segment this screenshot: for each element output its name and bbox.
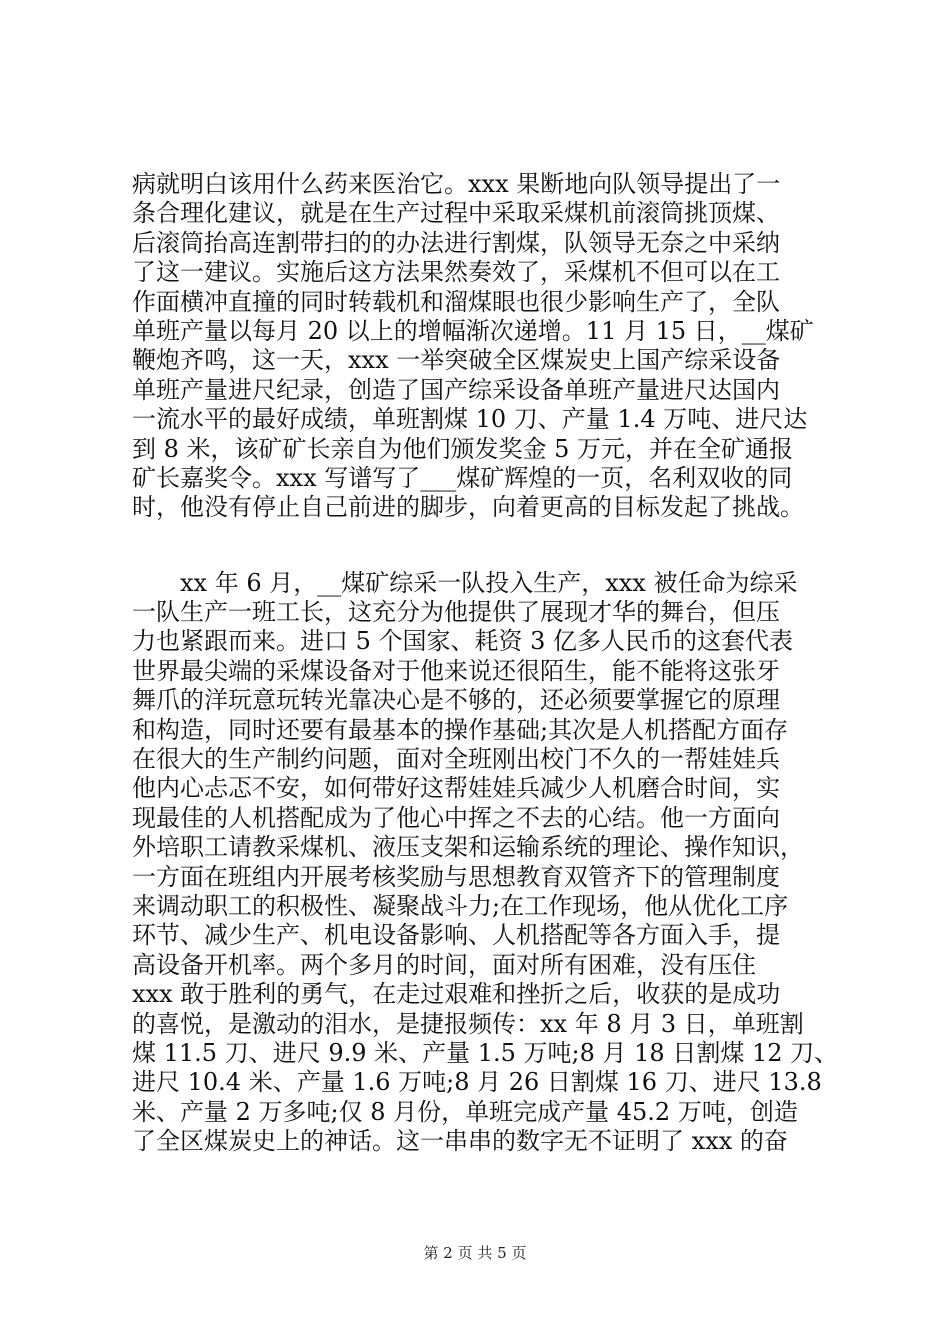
text-line: 了这一建议。实施后这方法果然奏效了，采煤机不但可以在工 — [132, 258, 780, 287]
paragraph-2 — [132, 569, 852, 1157]
paragraph-gap — [132, 523, 852, 569]
text-line: 矿长嘉奖令。xxx 写谱写了___煤矿辉煌的一页，名利双收的同 — [132, 463, 793, 492]
text-line: 世界最尖端的采煤设备对于他来说还很陌生，能不能将这张牙 — [132, 656, 780, 685]
text-line: 高设备开机率。两个多月的时间，面对所有困难，没有压住 — [132, 950, 756, 979]
text-line: 一方面在班组内开展考核奖励与思想教育双管齐下的管理制度 — [132, 862, 780, 891]
text-line: 和构造，同时还要有最基本的操作基础;其次是人机搭配方面存 — [132, 715, 789, 744]
text-line: 一队生产一班工长，这充分为他提供了展现才华的舞台，但压 — [132, 598, 780, 627]
text-line: 来调动职工的积极性、凝聚战斗力;在工作现场，他从优化工序 — [132, 891, 789, 920]
text-line: 病就明白该用什么药来医治它。xxx 果断地向队领导提出了一 — [132, 170, 781, 198]
text-line: 时，他没有停止自己前进的脚步，向着更高的目标发起了挑战。 — [132, 493, 804, 522]
document-body — [132, 170, 852, 1157]
page-number-footer: 第 2 页 共 5 页 — [423, 1244, 527, 1262]
text-line: 后滚筒抬高连割带扫的的办法进行割煤，队领导无奈之中采纳 — [132, 228, 780, 257]
text-line: 鞭炮齐鸣，这一天，xxx 一举突破全区煤炭史上国产综采设备 — [132, 346, 781, 375]
text-line: xxx 敢于胜利的勇气，在走过艰难和挫折之后，收获的是成功 — [132, 980, 781, 1009]
text-line: 单班产量进尺纪录，创造了国产综采设备单班产量进尺达国内 — [132, 375, 780, 404]
text-line: 米、产量 2 万多吨;仅 8 月份，单班完成产量 45.2 万吨，创造 — [132, 1097, 798, 1126]
text-line: 单班产量以每月 20 以上的增幅渐次递增。11 月 15 日，__煤矿 — [132, 316, 814, 345]
text-line: 一流水平的最好成绩，单班割煤 10 刀、产量 1.4 万吨、进尺达 — [132, 405, 808, 434]
text-line: 作面横冲直撞的同时转载机和溜煤眼也很少影响生产了，全队 — [132, 287, 780, 316]
text-line: 现最佳的人机搭配成为了他心中挥之不去的心结。他一方面向 — [132, 803, 780, 832]
text-line: 在很大的生产制约问题，面对全班刚出校门不久的一帮娃娃兵 — [132, 745, 780, 774]
text-line: 到 8 米，该矿矿长亲自为他们颁发奖金 5 万元，并在全矿通报 — [132, 434, 794, 463]
text-line: 力也紧跟而来。进口 5 个国家、耗资 3 亿多人民币的这套代表 — [132, 627, 794, 656]
text-line: 煤 11.5 刀、进尺 9.9 米、产量 1.5 万吨;8 月 18 日割煤 12 刀、 — [132, 1038, 839, 1067]
text-line: 进尺 10.4 米、产量 1.6 万吨;8 月 26 日割煤 16 刀、进尺 13.8 — [132, 1068, 822, 1097]
text-line: 舞爪的洋玩意玩转光靠决心是不够的，还必须要掌握它的原理 — [132, 686, 780, 715]
text-line: 环节、减少生产、机电设备影响、人机搭配等各方面入手，提 — [132, 921, 780, 950]
text-line: xx 年 6 月，__煤矿综采一队投入生产，xxx 被任命为综采 — [132, 568, 798, 597]
text-line: 条合理化建议，就是在生产过程中采取采煤机前滚筒挑顶煤、 — [132, 199, 780, 228]
text-line: 他内心忐忑不安，如何带好这帮娃娃兵减少人机磨合时间，实 — [132, 774, 780, 803]
text-line: 外培职工请教采煤机、液压支架和运输系统的理论、操作知识， — [132, 833, 804, 862]
text-line: 了全区煤炭史上的神话。这一串串的数字无不证明了 xxx 的奋 — [132, 1127, 788, 1156]
text-line: 的喜悦，是激动的泪水，是捷报频传：xx 年 8 月 3 日，单班割 — [132, 1009, 804, 1038]
paragraph-1 — [132, 170, 852, 523]
